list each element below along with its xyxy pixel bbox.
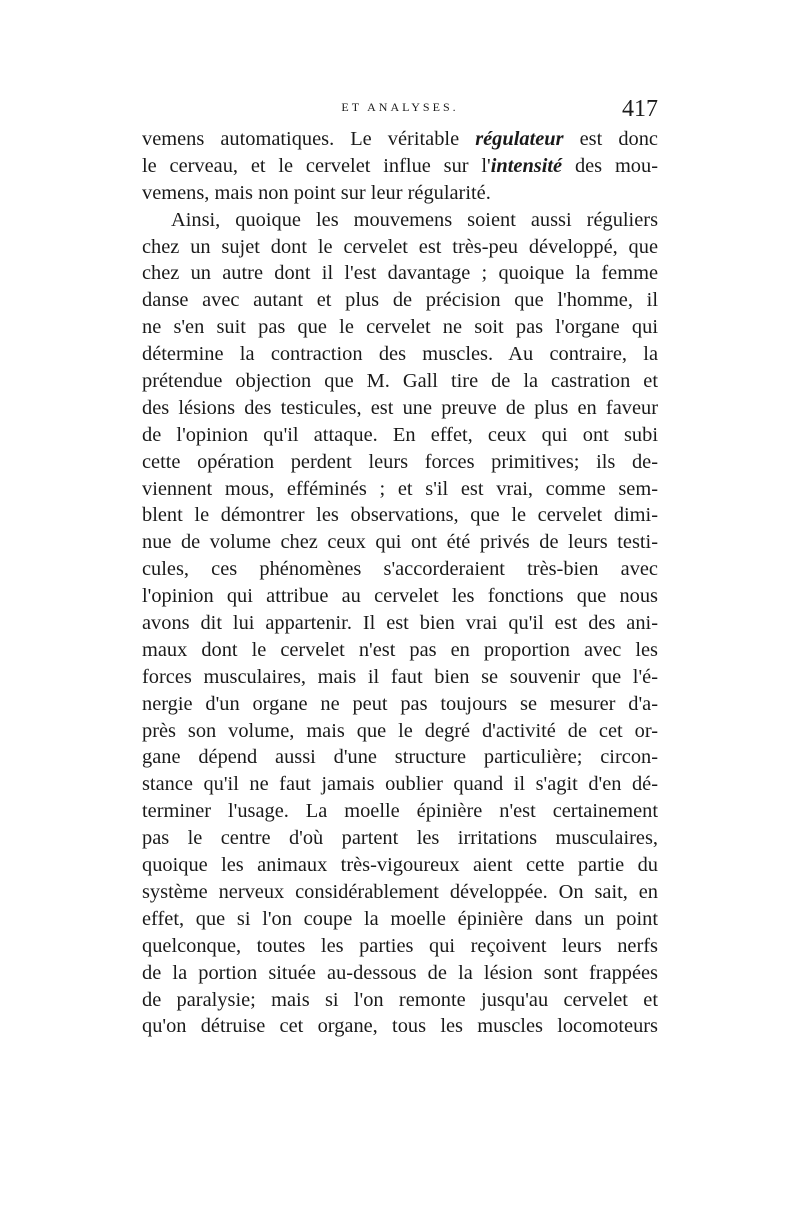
text-line: chez un sujet dont le cervelet est très-peu développé, que xyxy=(142,235,658,258)
paragraph-end-line: vemens, mais non point sur leur régularité. xyxy=(142,181,491,204)
text-line: des lésions des testicules, est une preuve de plus en faveur xyxy=(142,396,658,419)
text-line: le cerveau, et le cervelet influe sur l'intensité des mou- xyxy=(142,154,658,177)
text-line: viennent mous, efféminés ; et s'il est vrai, comme sem- xyxy=(142,477,658,500)
text-line: avons dit lui appartenir. Il est bien vrai qu'il est des ani- xyxy=(142,612,658,635)
text-line: prétendue objection que M. Gall tire de la castration et xyxy=(142,370,658,393)
text-line: danse avec autant et plus de précision que l'homme, il xyxy=(142,289,658,312)
text-line: effet, que si l'on coupe la moelle épinière dans un point xyxy=(142,907,658,930)
text-line: ne s'en suit pas que le cervelet ne soit pas l'organe qui xyxy=(142,316,658,339)
italic-term-intensite: intensité xyxy=(490,154,563,177)
text-line: pas le centre d'où partent les irritations musculaires, xyxy=(142,827,658,850)
body-text xyxy=(142,126,658,1040)
text-line: qu'on détruise cet organe, tous les muscles locomoteurs xyxy=(142,1015,658,1038)
text-line: de la portion située au-dessous de la lésion sont frappées xyxy=(142,961,658,984)
text-line: de l'opinion qu'il attaque. En effet, ceux qui ont subi xyxy=(142,423,658,446)
text-line: quoique les animaux très-vigoureux aient cette partie du xyxy=(142,854,658,877)
text-line: vemens automatiques. Le véritable régulateur est donc xyxy=(142,128,658,150)
text-line: cette opération perdent leurs forces primitives; ils de- xyxy=(142,450,658,473)
text-line: maux dont le cervelet n'est pas en proportion avec les xyxy=(142,638,658,661)
text-line: gane dépend aussi d'une structure particulière; circon- xyxy=(142,746,658,769)
text-line: quelconque, toutes les parties qui reçoivent leurs nerfs xyxy=(142,934,658,957)
text-line: nue de volume chez ceux qui ont été privés de leurs testi- xyxy=(142,531,658,554)
text-line: près son volume, mais que le degré d'activité de cet or- xyxy=(142,719,658,742)
text-line: l'opinion qui attribue au cervelet les fonctions que nous xyxy=(142,585,658,608)
text-line: stance qu'il ne faut jamais oublier quand il s'agit d'en dé- xyxy=(142,773,658,796)
text-line: détermine la contraction des muscles. Au contraire, la xyxy=(142,343,658,366)
running-title: ET ANALYSES. xyxy=(341,100,459,114)
italic-term-regulateur: régulateur xyxy=(475,128,564,150)
text-line: système nerveux considérablement développée. On sait, en xyxy=(142,880,658,903)
text-line: nergie d'un organe ne peut pas toujours se mesurer d'a- xyxy=(142,692,658,715)
text-line: de paralysie; mais si l'on remonte jusqu'au cervelet et xyxy=(142,988,658,1011)
text-line: cules, ces phénomènes s'accorderaient très-bien avec xyxy=(142,558,658,581)
text-line: chez un autre dont il l'est davantage ; quoique la femme xyxy=(142,262,658,285)
text-line: forces musculaires, mais il faut bien se souvenir que l'é- xyxy=(142,665,658,688)
page-number: 417 xyxy=(622,96,658,122)
text-line: terminer l'usage. La moelle épinière n'est certainement xyxy=(142,800,658,823)
paragraph-start-line: Ainsi, quoique les mouvemens soient aussi réguliers xyxy=(171,208,658,231)
running-head xyxy=(142,94,658,124)
text-line: blent le démontrer les observations, que le cervelet dimi- xyxy=(142,504,658,527)
